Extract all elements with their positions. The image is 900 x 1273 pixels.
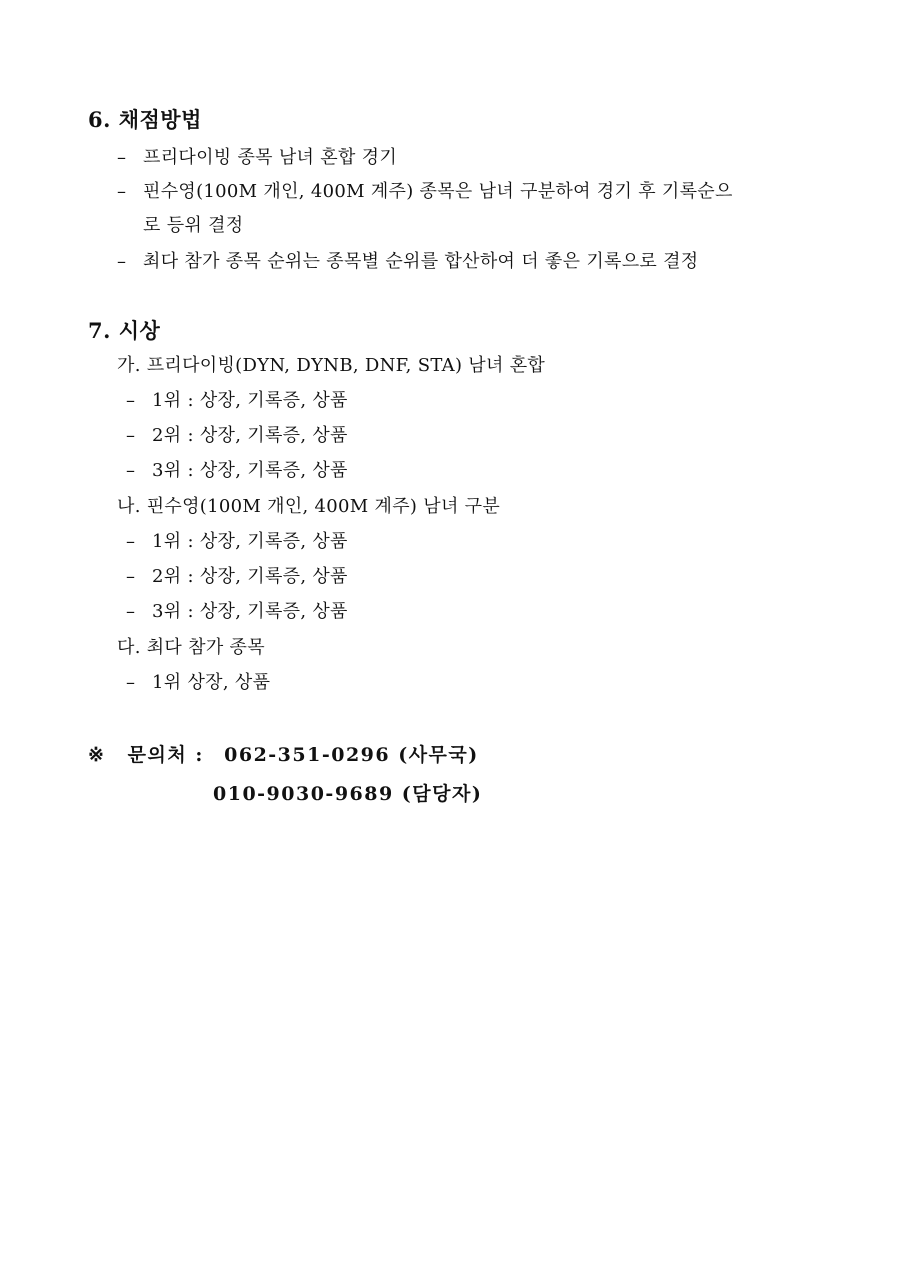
section6-item-2-continued: 로 등위 결정 — [143, 215, 244, 236]
reference-mark-icon: ※ — [88, 744, 106, 766]
award-item — [126, 668, 270, 694]
award-item-text: 3위 : 상장, 기록증, 상품 — [152, 460, 348, 481]
section6-item-1 — [117, 143, 397, 169]
award-item-text: 2위 : 상장, 기록증, 상품 — [152, 425, 348, 446]
award-item-text: 1위 상장, 상품 — [152, 672, 271, 693]
section6-item-2 — [117, 177, 733, 203]
dash-bullet: – — [117, 147, 127, 168]
contact-phone-office: 062-351-0296 (사무국) — [224, 744, 479, 766]
award-item — [126, 597, 348, 623]
section6-item-text: 핀수영(100M 개인, 400M 계주) 종목은 남녀 구분하여 경기 후 기록순으 — [143, 181, 733, 202]
dash-bullet: – — [126, 460, 136, 481]
award-item-text: 1위 : 상장, 기록증, 상품 — [152, 390, 348, 411]
award-group-freediving: 가. 프리다이빙(DYN, DYNB, DNF, STA) 남녀 혼합 — [117, 355, 546, 376]
award-item-text: 1위 : 상장, 기록증, 상품 — [152, 531, 348, 552]
dash-bullet: – — [126, 390, 136, 411]
dash-bullet: – — [126, 566, 136, 587]
dash-bullet: – — [117, 251, 127, 272]
award-item — [126, 562, 348, 588]
dash-bullet: – — [126, 672, 136, 693]
award-item-text: 3위 : 상장, 기록증, 상품 — [152, 601, 348, 622]
award-item — [126, 456, 348, 482]
award-item — [126, 421, 348, 447]
award-group-most-participants: 다. 최다 참가 종목 — [117, 637, 265, 658]
award-item-text: 2위 : 상장, 기록증, 상품 — [152, 566, 348, 587]
contact-line-office — [88, 740, 479, 767]
section6-item-text: 프리다이빙 종목 남녀 혼합 경기 — [143, 147, 398, 168]
dash-bullet: – — [126, 531, 136, 552]
award-group-finswimming: 나. 핀수영(100M 개인, 400M 계주) 남녀 구분 — [117, 496, 501, 517]
award-item — [126, 386, 348, 412]
contact-phone-manager: 010-9030-9689 (담당자) — [213, 783, 483, 805]
dash-bullet: – — [126, 425, 136, 446]
contact-label: 문의처 : — [127, 744, 204, 766]
section6-item-text: 최다 참가 종목 순위는 종목별 순위를 합산하여 더 좋은 기록으로 결정 — [143, 251, 699, 272]
section7-title: 7. 시상 — [88, 318, 161, 343]
dash-bullet: – — [126, 601, 136, 622]
dash-bullet: – — [117, 181, 127, 202]
award-item — [126, 527, 348, 553]
section6-title: 6. 채점방법 — [88, 107, 202, 132]
section6-item-3 — [117, 247, 698, 273]
